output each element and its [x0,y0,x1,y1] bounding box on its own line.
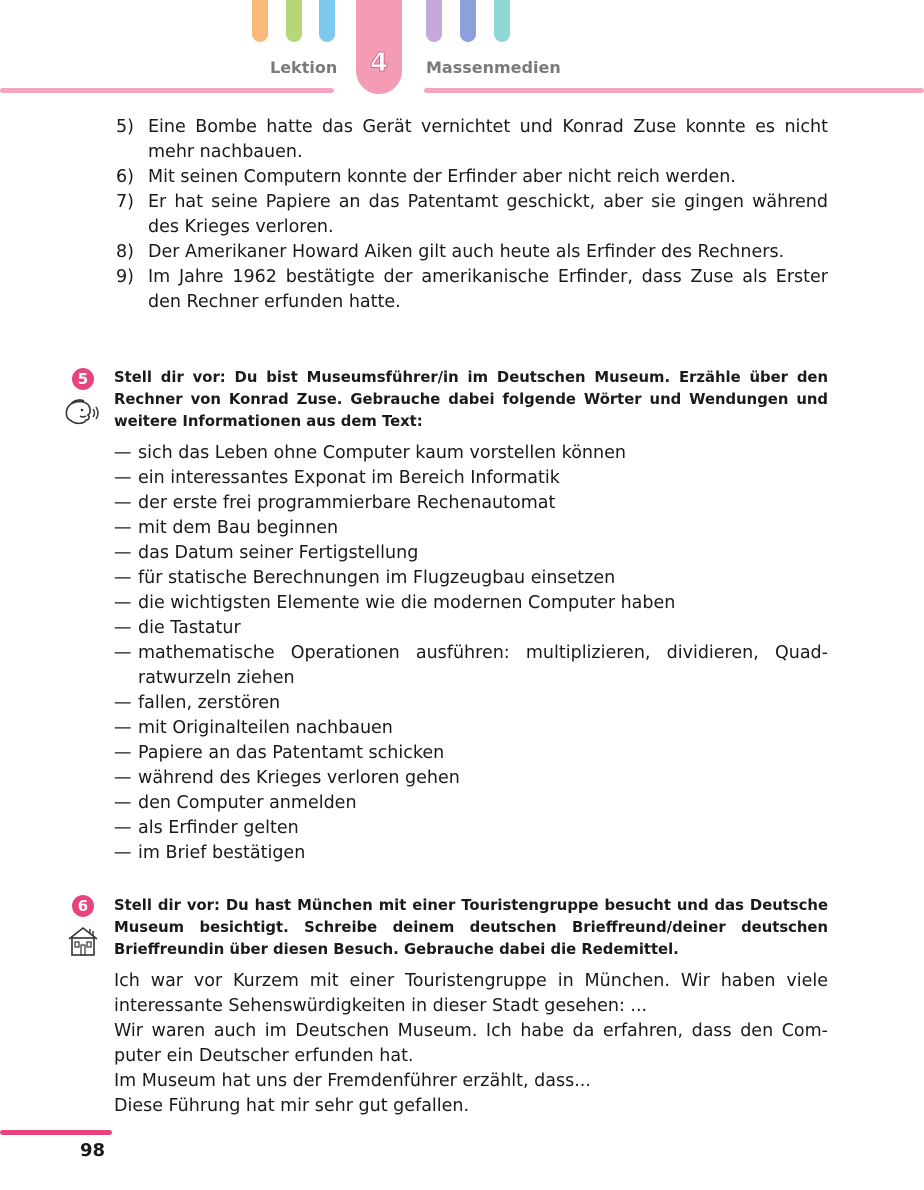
list-item [114,491,828,516]
list-item [114,441,828,466]
list-item [114,841,828,866]
task-6-instruction: Stell dir vor: Du hast München mit einer Touristengruppe besucht und das Deutsche Museum besichtigt. Schreibe deinem deutschen Brieffreund/deiner deutschen Brieffreundin über diesen Besuch. Gebrauche dabei die Redemittel. [114,897,828,958]
dash: — [114,768,132,788]
dash: — [114,793,132,813]
item-number: 5) [116,117,134,137]
letter-paragraph: Ich war vor Kurzem mit einer Touristengruppe in München. Wir haben viele interessante Sehenswürdigkeiten in dieser Stadt gesehen: ... [114,971,828,1016]
list-item [114,616,828,641]
phrase-text: das Datum seiner Fertigstellung [138,543,419,563]
phrase-text: sich das Leben ohne Computer kaum vorstellen können [138,443,626,463]
phrase-text: mit dem Bau beginnen [138,518,339,538]
tab-decoration-blue [319,0,335,42]
dash: — [114,493,132,513]
dash: — [114,468,132,488]
list-item [116,165,828,190]
list-item [114,591,828,616]
letter-paragraph: Wir waren auch im Deutschen Museum. Ich habe da erfahren, dass den Computer ein Deutscher erfunden hat. [114,1021,828,1066]
item-number: 9) [116,267,134,287]
list-item [114,466,828,491]
house-writing-icon [66,925,100,957]
phrase-text: als Erfinder gelten [138,818,299,838]
phrase-text: für statische Berechnungen im Flugzeugbau einsetzen [138,568,616,588]
statement-list [116,115,828,315]
phrase-text: mathematische Operationen ausführen: multiplizieren, dividieren, Quadratwurzeln ziehen [138,643,828,688]
item-number: 7) [116,192,134,212]
list-item [114,716,828,741]
phrase-text: der erste frei programmierbare Rechenautomat [138,493,556,513]
list-item [114,691,828,716]
list-item [116,115,828,165]
letter-text [114,969,828,1119]
tab-decoration-green [286,0,302,42]
list-item [114,766,828,791]
tab-decoration-orange [252,0,268,42]
item-text: Im Jahre 1962 bestätigte der amerikanische Erfinder, dass Zuse als Erster den Rechner erfunden hatte. [148,267,828,312]
item-text: Eine Bombe hatte das Gerät vernichtet und Konrad Zuse konnte es nicht mehr nachbauen. [148,117,828,162]
dash: — [114,543,132,563]
phrase-text: mit Originalteilen nachbauen [138,718,393,738]
item-text: Er hat seine Papiere an das Patentamt geschickt, aber sie gingen während des Krieges verloren. [148,192,828,237]
letter-paragraph: Im Museum hat uns der Fremdenführer erzählt, dass... [114,1071,591,1091]
list-item [114,741,828,766]
phrase-text: während des Krieges verloren gehen [138,768,460,788]
phrase-text: die Tastatur [138,618,241,638]
dash: — [114,743,132,763]
list-item [116,240,828,265]
dash: — [114,643,132,663]
dash: — [114,693,132,713]
phrase-list [114,441,828,866]
tab-decoration-violet [460,0,476,42]
lesson-number-chip [356,0,402,94]
list-item [116,265,828,315]
list-item [114,641,828,691]
phrase-text: fallen, zerstören [138,693,281,713]
lesson-number: 4 [369,48,389,78]
dash: — [114,443,132,463]
phrase-text: die wichtigsten Elemente wie die modernen Computer haben [138,593,676,613]
page-number: 98 [80,1140,106,1161]
list-item [114,516,828,541]
dash: — [114,618,132,638]
header-rule-left [0,88,334,93]
list-item [114,566,828,591]
footer-rule [0,1130,112,1135]
dash: — [114,843,132,863]
dash: — [114,518,132,538]
tab-decoration-lilac [426,0,442,42]
phrase-text: ein interessantes Exponat im Bereich Informatik [138,468,560,488]
item-text: Der Amerikaner Howard Aiken gilt auch heute als Erfinder des Rechners. [148,242,785,262]
task-5-instruction: Stell dir vor: Du bist Museumsführer/in im Deutschen Museum. Erzähle über den Rechner von Konrad Zuse. Gebrauche dabei folgende Wörter und Wendungen und weitere Informationen aus dem Text: [114,369,828,430]
header-rule-right [424,88,924,93]
dash: — [114,718,132,738]
task-5-badge: 5 [72,368,94,390]
list-item [114,816,828,841]
task-6-badge: 6 [72,895,94,917]
phrase-text: den Computer anmelden [138,793,357,813]
item-text: Mit seinen Computern konnte der Erfinder aber nicht reich werden. [148,167,736,187]
phrase-text: im Brief bestätigen [138,843,306,863]
list-item [114,541,828,566]
letter-paragraph: Diese Führung hat mir sehr gut gefallen. [114,1096,470,1116]
topic-title: Massenmedien [426,58,561,77]
dash: — [114,593,132,613]
dash: — [114,818,132,838]
phrase-text: Papiere an das Patentamt schicken [138,743,445,763]
lektion-label: Lektion [270,58,338,77]
list-item [116,190,828,240]
list-item [114,791,828,816]
tab-decoration-teal [494,0,510,42]
item-number: 6) [116,167,134,187]
item-number: 8) [116,242,134,262]
speaking-face-icon [62,398,102,428]
dash: — [114,568,132,588]
